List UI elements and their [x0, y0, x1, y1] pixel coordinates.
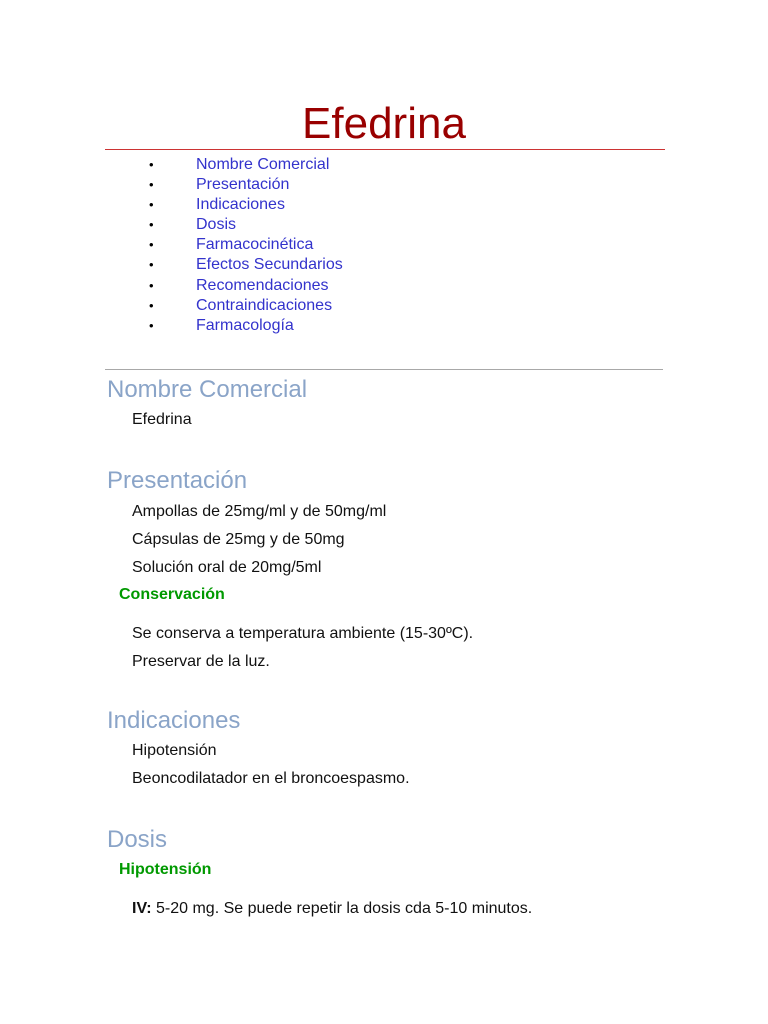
bullet-icon: • — [149, 177, 154, 193]
subheading-hipotension: Hipotensión — [119, 861, 212, 878]
indicaciones-line: Hipotensión — [132, 742, 217, 759]
conservacion-line: Preservar de la luz. — [132, 653, 270, 670]
toc-link-dosis[interactable]: Dosis — [196, 216, 237, 234]
toc-link-contraindicaciones[interactable]: Contraindicaciones — [196, 296, 333, 314]
bullet-icon: • — [149, 237, 154, 253]
conservacion-line: Se conserva a temperatura ambiente (15-30ºC). — [132, 625, 474, 642]
indicaciones-line: Beoncodilatador en el broncoespasmo. — [132, 770, 410, 787]
bullet-icon: • — [149, 297, 154, 313]
subheading-conservacion: Conservación — [119, 586, 225, 603]
bullet-icon: • — [149, 217, 154, 233]
bullet-icon: • — [149, 277, 154, 293]
section-divider — [105, 369, 663, 370]
bullet-icon: • — [149, 317, 154, 333]
section-heading-presentacion: Presentación — [107, 467, 248, 494]
dosis-iv-line — [132, 899, 532, 919]
presentacion-line: Ampollas de 25mg/ml y de 50mg/ml — [132, 503, 387, 520]
toc-link-efectos-secundarios[interactable]: Efectos Secundarios — [196, 256, 343, 274]
dosis-iv-text: 5-20 mg. Se puede repetir la dosis cda 5-10 minutos. — [151, 900, 533, 917]
toc-link-nombre-comercial[interactable]: Nombre Comercial — [196, 156, 330, 173]
toc-link-presentacion[interactable]: Presentación — [196, 176, 290, 194]
toc-link-farmacocinetica[interactable]: Farmacocinética — [196, 236, 314, 254]
section-heading-nombre-comercial: Nombre Comercial — [107, 376, 308, 403]
bullet-icon: • — [149, 257, 154, 273]
presentacion-line: Cápsulas de 25mg y de 50mg — [132, 531, 345, 548]
section-heading-indicaciones: Indicaciones — [107, 707, 241, 734]
section-heading-dosis: Dosis — [107, 826, 168, 853]
bullet-icon: • — [149, 157, 154, 172]
route-label: IV: — [132, 900, 152, 917]
nombre-comercial-text: Efedrina — [132, 411, 192, 428]
title-divider — [105, 149, 665, 150]
toc-link-farmacologia[interactable]: Farmacología — [196, 316, 294, 334]
bullet-icon: • — [149, 197, 154, 213]
toc-link-recomendaciones[interactable]: Recomendaciones — [196, 276, 329, 294]
page-title: Efedrina — [302, 99, 466, 148]
presentacion-line: Solución oral de 20mg/5ml — [132, 559, 322, 576]
toc-link-indicaciones[interactable]: Indicaciones — [196, 196, 285, 214]
